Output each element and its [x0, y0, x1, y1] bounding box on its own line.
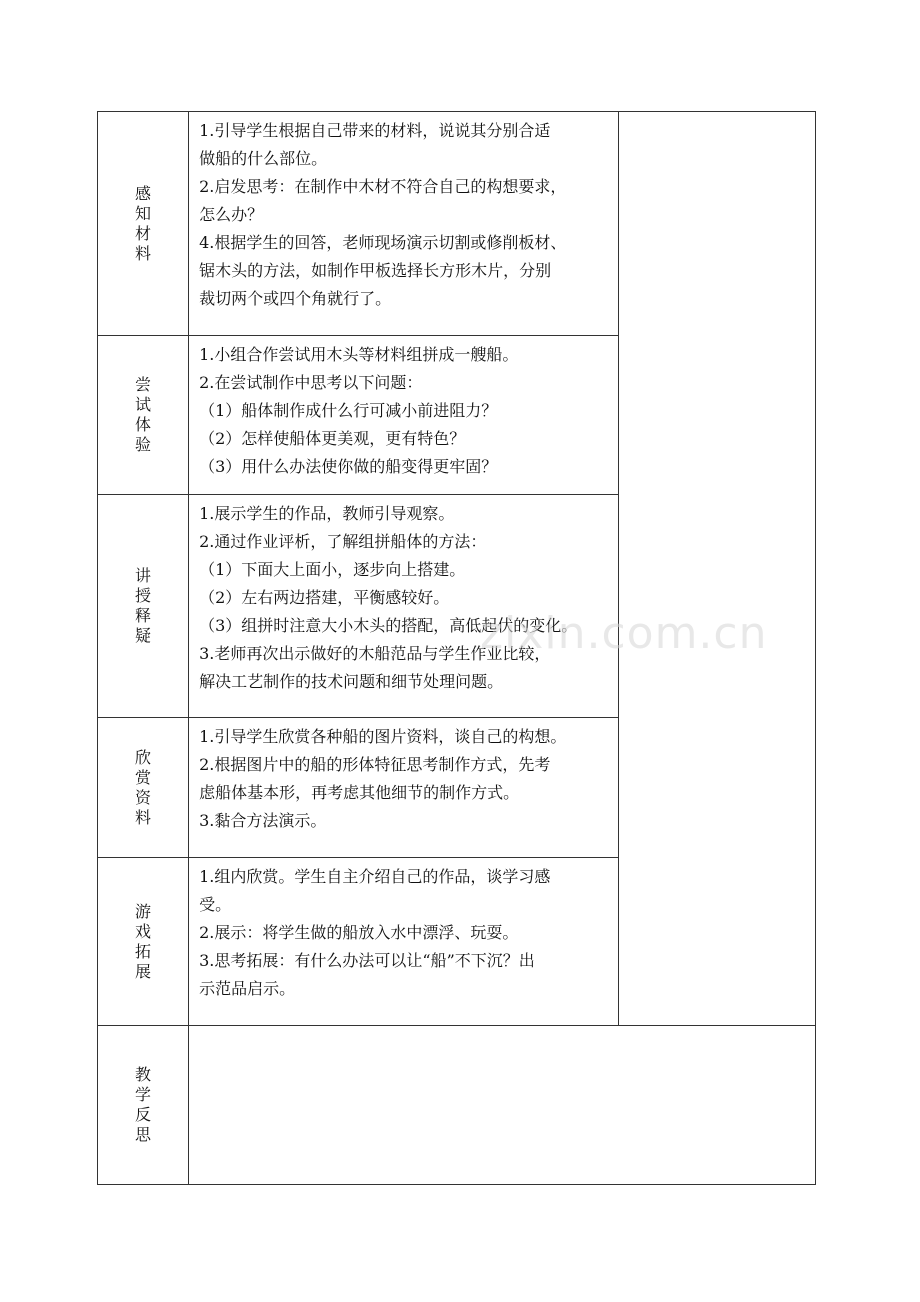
lesson-plan-table [97, 111, 816, 1185]
content-line: 示范品启示。 [199, 979, 296, 998]
table-row-perceive-materials [98, 112, 816, 336]
section-label: 游戏拓展 [135, 901, 152, 981]
content-line: 3.黏合方法演示。 [199, 811, 327, 830]
content-line: 怎么办？ [199, 205, 264, 224]
section-label: 欣赏资料 [135, 747, 152, 827]
content-line: 1.小组合作尝试用木头等材料组拼成一艘船。 [199, 345, 519, 364]
content-line: 1.引导学生根据自己带来的材料，说说其分别合适 [199, 121, 551, 140]
table-row-teaching-reflection [98, 1026, 816, 1185]
content-line: 2.展示：将学生做的船放入水中漂浮、玩耍。 [199, 923, 519, 942]
content-line: （3）用什么办法使你做的船变得更牢固？ [199, 457, 498, 476]
content-line: 虑船体基本形，再考虑其他细节的制作方式。 [199, 783, 520, 802]
content-line: 受。 [199, 895, 232, 914]
section-label-cell [98, 1026, 189, 1185]
content-line: 2.启发思考：在制作中木材不符合自己的构想要求， [199, 177, 567, 196]
content-line: 裁切两个或四个角就行了。 [199, 289, 392, 308]
content-line: 1.组内欣赏。学生自主介绍自己的作品，谈学习感 [199, 867, 551, 886]
reflection-label: 教学反思 [135, 1065, 152, 1144]
content-line: （2）左右两边搭建，平衡感较好。 [199, 588, 450, 607]
content-line: 4.根据学生的回答，老师现场演示切割或修削板材、 [199, 233, 567, 252]
content-line: 2.在尝试制作中思考以下问题： [199, 373, 423, 392]
content-line: （2）怎样使船体更美观，更有特色？ [199, 429, 466, 448]
section-label-cell [98, 495, 189, 718]
section-content-cell [189, 718, 619, 858]
content-line: 做船的什么部位。 [199, 149, 328, 168]
reflection-content-cell [189, 1026, 816, 1185]
content-line: 1.引导学生欣赏各种船的图片资料，谈自己的构想。 [199, 727, 567, 746]
content-line: 2.通过作业评析，了解组拼船体的方法： [199, 532, 487, 551]
section-content-cell [189, 495, 619, 718]
content-line: （1）船体制作成什么行可减小前进阻力？ [199, 401, 498, 420]
section-label: 感知材料 [135, 183, 152, 263]
notes-column-cell [618, 112, 815, 1026]
section-content-cell [189, 336, 619, 495]
section-label-cell [98, 112, 189, 336]
section-label-cell [98, 858, 189, 1026]
content-line: （3）组拼时注意大小木头的搭配，高低起伏的变化。 [199, 616, 578, 635]
content-line: 1.展示学生的作品，教师引导观察。 [199, 504, 455, 523]
content-line: 解决工艺制作的技术问题和细节处理问题。 [199, 672, 504, 691]
section-label-cell [98, 718, 189, 858]
section-label: 讲授释疑 [135, 566, 152, 645]
content-line: （1）下面大上面小，逐步向上搭建。 [199, 560, 466, 579]
section-content-cell [189, 858, 619, 1026]
watermark-text: zixin.com.cn [480, 608, 768, 659]
content-line: 3.思考拓展：有什么办法可以让“船”不下沉？出 [199, 951, 535, 970]
section-label-cell [98, 336, 189, 495]
content-line: 3.老师再次出示做好的木船范品与学生作业比较， [199, 644, 551, 663]
section-content-cell [189, 112, 619, 336]
section-label: 尝试体验 [135, 375, 152, 454]
content-line: 2.根据图片中的船的形体特征思考制作方式，先考 [199, 755, 551, 774]
content-line: 锯木头的方法，如制作甲板选择长方形木片，分别 [199, 261, 552, 280]
